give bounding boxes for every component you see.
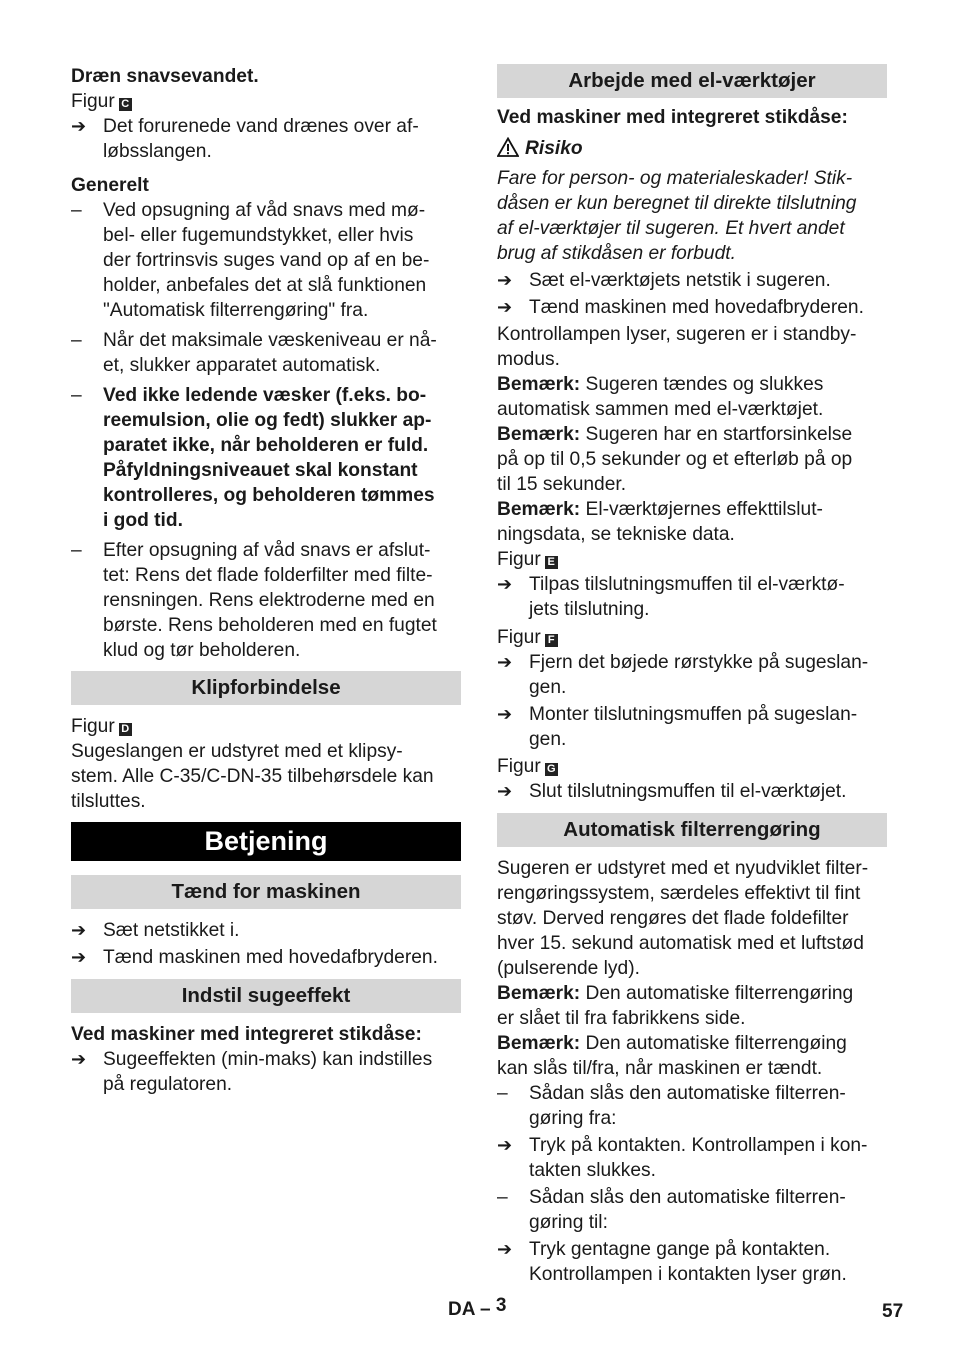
taend-heading: Tænd for maskinen <box>71 875 461 909</box>
note-text: El-værktøjernes effekttilslut- ningsdata, se tekniske data. <box>497 499 823 545</box>
betjening-heading: Betjening <box>71 822 461 861</box>
arrow-icon: ➔ <box>497 704 513 724</box>
step-text: Tryk på kontakten. Kontrollampen i kon- takten slukkes. <box>529 1135 868 1181</box>
step-text: Fjern det bøjede rørstykke på sugeslan- gen. <box>529 652 869 698</box>
dash-bullet: – <box>71 385 82 406</box>
step-f-2 <box>497 702 887 752</box>
drain-step <box>71 114 461 164</box>
step-f-1 <box>497 650 887 700</box>
dash-bullet: – <box>497 1083 508 1104</box>
figure-label: Figur <box>71 91 115 112</box>
arrow-icon: ➔ <box>71 947 87 967</box>
step-e <box>497 572 887 622</box>
note-label: Bemærk: <box>497 983 581 1004</box>
dash-bullet: – <box>497 1187 508 1208</box>
arrow-icon: ➔ <box>497 652 513 672</box>
note-label: Bemærk: <box>497 374 581 395</box>
auto-text: Sugeren er udstyret med et nyudviklet filter- rengøringssystem, særdeles effektivt til fint støv. Derved rengøres det flade foldefilter hver 15. sekund automatisk med et luftstød (pulserende lyd). <box>497 858 869 979</box>
step-text: Tilpas tilslutningsmuffen til el-værktø- jets tilslutning. <box>529 574 845 620</box>
arrow-icon: ➔ <box>497 270 513 290</box>
step-text: Tryk gentagne gange på kontakten. Kontrollampen i kontakten lyser grøn. <box>529 1239 847 1285</box>
item-text: Sådan slås den automatiske filterren- gøring fra: <box>529 1083 846 1129</box>
step-text: Sugeeffekten (min-maks) kan indstilles på regulatoren. <box>103 1049 433 1095</box>
footer-language: DA <box>448 1299 475 1320</box>
indstil-heading: Indstil sugeeffekt <box>71 979 461 1013</box>
arrow-icon: ➔ <box>497 1239 513 1259</box>
note-text: Den automatiske filterrengøring er slået til fra fabrikkens side. <box>497 983 854 1029</box>
right-column <box>497 64 887 1287</box>
step-text: Det forurenede vand drænes over af- løbsslangen. <box>103 116 419 162</box>
page-number: 57 <box>882 1301 904 1322</box>
item-text: Ved ikke ledende væsker (f.eks. bo- reemulsion, olie og fedt) slukker ap- paratet ikke, når beholderen er fuld. Påfyldningsniveauet skal konstant kontrolleres, og beholderen tømmes i god tid. <box>103 385 435 531</box>
figure-letter-box: G <box>545 763 558 776</box>
klip-heading: Klipforbindelse <box>71 671 461 705</box>
note-text: Den automatiske filterrengøing kan slås til/fra, når maskinen er tændt. <box>497 1033 847 1079</box>
on-step <box>497 1237 887 1287</box>
arrow-icon: ➔ <box>71 116 87 136</box>
indstil-step <box>71 1047 461 1097</box>
left-column <box>71 64 461 1097</box>
arrow-icon: ➔ <box>497 297 513 317</box>
note-text: Sugeren har en startforsinkelse på op til 0,5 sekunder og et efterløb på op til 15 sekunder. <box>497 424 853 495</box>
dash-bullet: – <box>71 540 82 561</box>
off-dash-item <box>497 1081 887 1131</box>
general-item-3 <box>71 383 461 533</box>
figure-label: Figur <box>71 716 115 737</box>
step-text: Monter tilslutningsmuffen på sugeslan- gen. <box>529 704 858 750</box>
item-text: Når det maksimale væskeniveau er nå- et, slukker apparatet automatisk. <box>103 330 437 376</box>
figure-ref-g <box>497 754 887 779</box>
indstil-subtitle: Ved maskiner med integreret stikdåse: <box>71 1024 422 1045</box>
drain-title: Dræn snavsevandet. <box>71 66 259 87</box>
note-label: Bemærk: <box>497 424 581 445</box>
el-step-1 <box>497 268 887 293</box>
figure-letter-box: C <box>119 98 132 111</box>
off-step <box>497 1133 887 1183</box>
note-2 <box>497 422 887 497</box>
figure-letter-box: F <box>545 634 558 647</box>
item-text: Ved opsugning af våd snavs med mø- bel- eller fugemundstykket, eller hvis der fortrinsvis suges vand op af en be- holder, anbefales det at slå funktionen "Automatisk filterrengøring" fra. <box>103 200 430 321</box>
footer-dash: – <box>480 1299 491 1320</box>
figure-letter-box: D <box>119 723 132 736</box>
arrow-icon: ➔ <box>71 920 87 940</box>
klip-text: Sugeslangen er udstyret med et klipsy- stem. Alle C-35/C-DN-35 tilbehørsdele kan tilsluttes. <box>71 741 434 812</box>
step-text: Sæt netstikket i. <box>103 920 240 941</box>
arrow-icon: ➔ <box>497 1135 513 1155</box>
figure-ref-f <box>497 625 887 650</box>
step-g <box>497 779 887 804</box>
general-title: Generelt <box>71 175 149 196</box>
note-3 <box>497 497 887 547</box>
taend-step-1 <box>71 918 461 943</box>
on-dash-item <box>497 1185 887 1235</box>
dash-bullet: – <box>71 330 82 351</box>
step-text: Slut tilslutningsmuffen til el-værktøjet. <box>529 781 847 802</box>
note-text: Sugeren tændes og slukkes automatisk sammen med el-værktøjet. <box>497 374 824 420</box>
dash-bullet: – <box>71 200 82 221</box>
auto-note-1 <box>497 981 887 1031</box>
figure-label: Figur <box>497 627 541 648</box>
general-item-4 <box>71 538 461 663</box>
figure-ref-e <box>497 547 887 572</box>
general-item-2 <box>71 328 461 378</box>
figure-label: Figur <box>497 756 541 777</box>
klip-figure-ref <box>71 714 461 739</box>
auto-note-2 <box>497 1031 887 1081</box>
note-label: Bemærk: <box>497 499 581 520</box>
taend-step-2 <box>71 945 461 970</box>
arbejde-subtitle: Ved maskiner med integreret stikdåse: <box>497 107 848 128</box>
note-1 <box>497 372 887 422</box>
el-step-2 <box>497 295 887 320</box>
footer-subpage: 3 <box>495 1295 507 1316</box>
step-text: Tænd maskinen med hovedafbryderen. <box>103 947 438 968</box>
figure-letter-box: E <box>545 556 558 569</box>
figure-label: Figur <box>497 549 541 570</box>
risk-label: Risiko <box>525 138 583 159</box>
general-item-1 <box>71 198 461 323</box>
item-text: Sådan slås den automatiske filterren- gøring til: <box>529 1187 846 1233</box>
step-text: Sæt el-værktøjets netstik i sugeren. <box>529 270 831 291</box>
warning-triangle-icon <box>497 137 519 164</box>
arbejde-heading: Arbejde med el-værktøjer <box>497 64 887 98</box>
arrow-icon: ➔ <box>497 781 513 801</box>
note-label: Bemærk: <box>497 1033 581 1054</box>
arrow-icon: ➔ <box>71 1049 87 1069</box>
item-text: Efter opsugning af våd snavs er afslut- tet: Rens det flade folderfilter med filte- rensningen. Rens elektroderne med en børste. Rens beholderen med en fugtet klud og tør beholderen. <box>103 540 437 661</box>
arrow-icon: ➔ <box>497 574 513 594</box>
risk-text: Fare for person- og materialeskader! Stik- dåsen er kun beregnet til direkte tilslutning af el-værktøjer til sugeren. Et hvert andet brug af stikdåsen er forbudt. <box>497 168 857 264</box>
step-text: Tænd maskinen med hovedafbryderen. <box>529 297 864 318</box>
drain-figure-ref <box>71 89 461 114</box>
auto-heading: Automatisk filterrengøring <box>497 813 887 847</box>
risk-label-line <box>497 136 887 164</box>
footer-section-page <box>448 1297 506 1322</box>
standby-text: Kontrollampen lyser, sugeren er i standby- modus. <box>497 324 857 370</box>
